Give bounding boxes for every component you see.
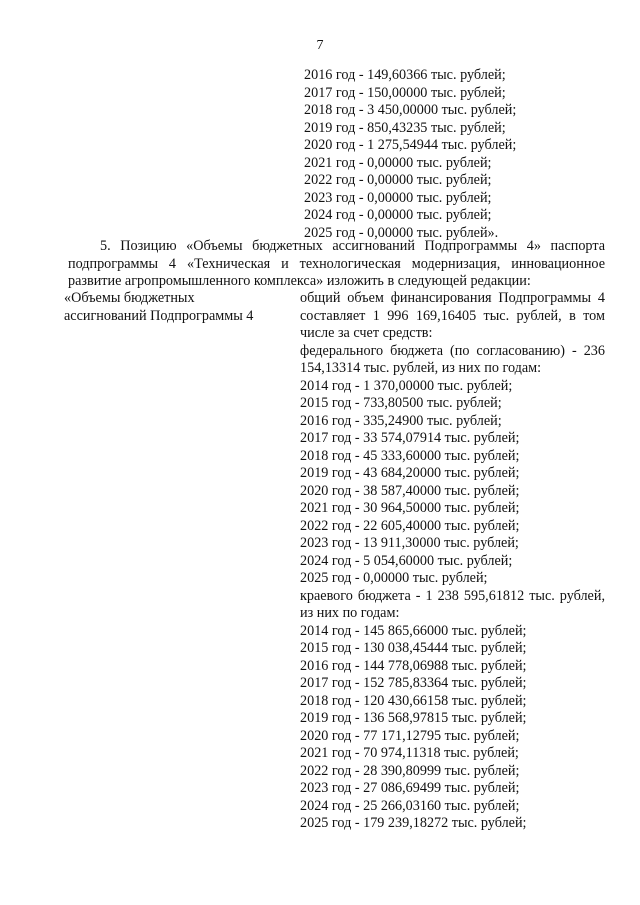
year-line: 2025 год - 0,00000 тыс. рублей; <box>300 570 488 586</box>
year-line: 2024 год - 25 266,03160 тыс. рублей; <box>300 797 520 814</box>
year-line: 2022 год - 28 390,80999 тыс. рублей; <box>300 762 520 779</box>
year-line: 2020 год - 77 171,12795 тыс. рублей; <box>300 727 520 744</box>
federal-budget-text: федерального бюджета (по согласованию) - 236 154,13314 тыс. рублей, из них по годам: <box>300 342 605 376</box>
passport-position-value <box>300 290 605 833</box>
year-line: 2022 год - 22 605,40000 тыс. рублей; <box>300 517 520 534</box>
funding-years-list-continued <box>304 67 604 242</box>
year-line: 2015 год - 733,80500 тыс. рублей; <box>300 395 502 411</box>
year-line: 2020 год - 38 587,40000 тыс. рублей; <box>300 482 520 499</box>
year-line: 2014 год - 1 370,00000 тыс. рублей; <box>300 377 513 394</box>
year-line: 2019 год - 43 684,20000 тыс. рублей; <box>300 465 520 481</box>
total-funding-text: общий объем финансирования Подпрограммы 4 составляет 1 996 169,16405 тыс. рублей, в том числе за счет средств: <box>300 290 605 341</box>
regional-budget-text: краевого бюджета - 1 238 595,61812 тыс. рублей, из них по годам: <box>300 587 605 621</box>
year-line: 2016 год - 149,60366 тыс. рублей; <box>304 67 506 83</box>
year-line: 2023 год - 0,00000 тыс. рублей; <box>304 189 492 206</box>
year-line: 2014 год - 145 865,66000 тыс. рублей; <box>300 622 527 639</box>
year-line: 2024 год - 0,00000 тыс. рублей; <box>304 207 492 223</box>
year-line: 2020 год - 1 275,54944 тыс. рублей; <box>304 137 517 153</box>
regional-years-list <box>300 623 605 833</box>
year-line: 2017 год - 150,00000 тыс. рублей; <box>304 84 506 101</box>
year-line: 2015 год - 130 038,45444 тыс. рублей; <box>300 640 527 656</box>
year-line: 2021 год - 0,00000 тыс. рублей; <box>304 154 492 171</box>
year-line: 2017 год - 33 574,07914 тыс. рублей; <box>300 430 520 446</box>
label-line: «Объемы бюджетных <box>64 290 195 306</box>
year-line: 2016 год - 144 778,06988 тыс. рублей; <box>300 657 527 674</box>
label-line: ассигнований Подпрограммы 4 <box>64 307 254 324</box>
year-line: 2018 год - 3 450,00000 тыс. рублей; <box>304 102 517 118</box>
year-line: 2017 год - 152 785,83364 тыс. рублей; <box>300 675 527 691</box>
year-line: 2025 год - 179 239,18272 тыс. рублей; <box>300 815 527 831</box>
year-line: 2016 год - 335,24900 тыс. рублей; <box>300 412 502 429</box>
year-line: 2019 год - 850,43235 тыс. рублей; <box>304 119 506 136</box>
amendment-paragraph: 5. Позицию «Объемы бюджетных ассигнований Подпрограммы 4» паспорта подпрограммы 4 «Техническая и технологическая модернизация, инновационное развитие агропромышленного комплекса» изложить в следующей редакции: <box>68 238 605 289</box>
year-line: 2021 год - 70 974,11318 тыс. рублей; <box>300 745 519 761</box>
year-line: 2023 год - 27 086,69499 тыс. рублей; <box>300 780 520 796</box>
year-line: 2022 год - 0,00000 тыс. рублей; <box>304 172 492 188</box>
passport-position-label <box>64 290 284 325</box>
year-line: 2023 год - 13 911,30000 тыс. рублей; <box>300 535 519 551</box>
year-line: 2019 год - 136 568,97815 тыс. рублей; <box>300 710 527 726</box>
federal-years-list <box>300 378 605 588</box>
year-line: 2018 год - 45 333,60000 тыс. рублей; <box>300 447 520 464</box>
year-line: 2024 год - 5 054,60000 тыс. рублей; <box>300 552 513 569</box>
year-line: 2025 год - 0,00000 тыс. рублей». <box>304 224 499 241</box>
year-line: 2021 год - 30 964,50000 тыс. рублей; <box>300 500 520 516</box>
year-line: 2018 год - 120 430,66158 тыс. рублей; <box>300 692 527 709</box>
page-number: 7 <box>316 38 324 53</box>
